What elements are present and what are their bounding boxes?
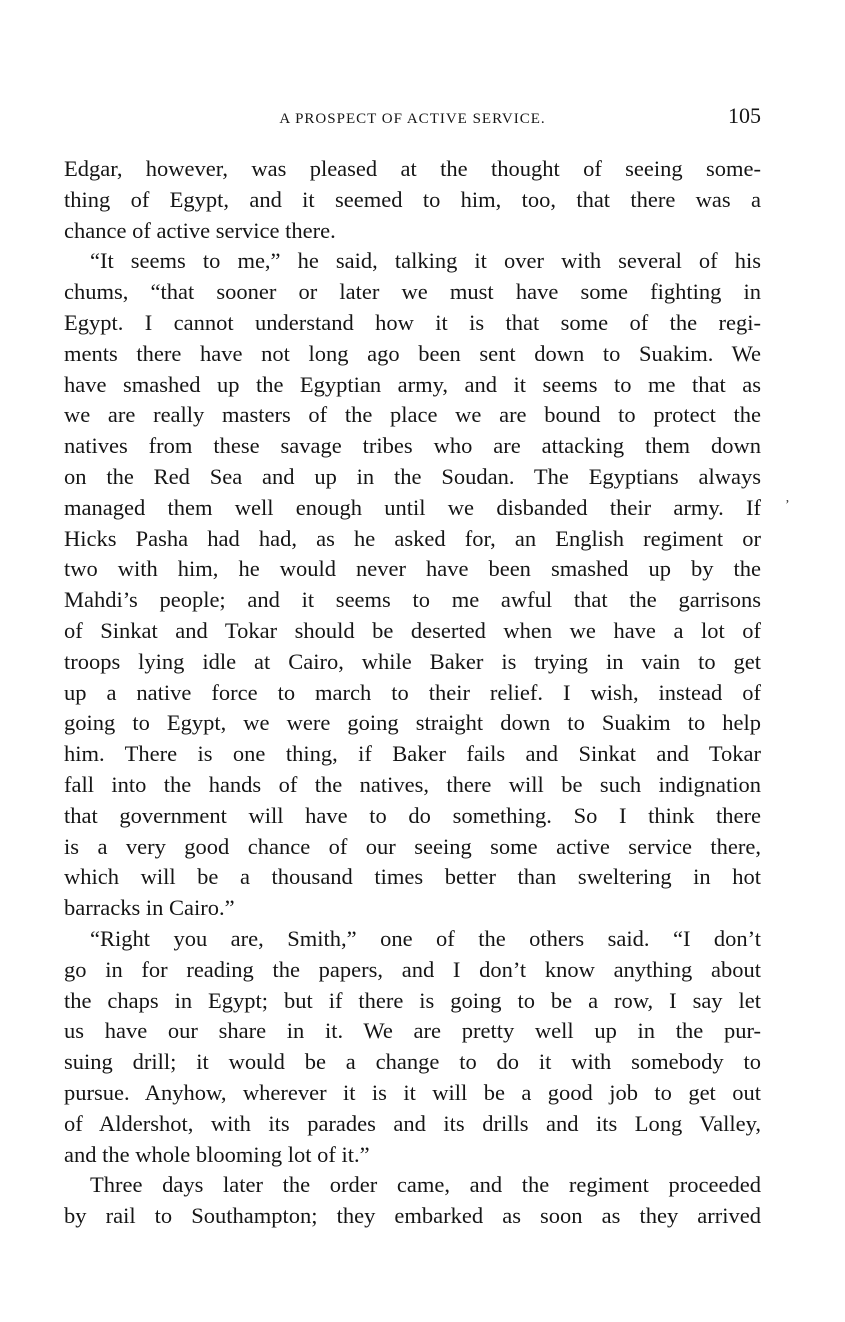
page-number: 105 <box>728 103 761 128</box>
text-line: Edgar, however, was pleased at the thought of seeing some- <box>64 156 761 181</box>
text-line: us have our share in it. We are pretty well up in the pur- <box>64 1018 761 1044</box>
text-line: going to Egypt, we were going straight down to Suakim to help <box>64 710 761 736</box>
book-page <box>64 0 761 1322</box>
running-title: A PROSPECT OF ACTIVE SERVICE. <box>279 111 546 127</box>
text-line: Mahdi’s people; and it seems to me awful that the garrisons <box>64 587 761 613</box>
text-line: Hicks Pasha had had, as he asked for, an English regiment or <box>64 525 761 551</box>
text-line: chums, “that sooner or later we must have some fighting in <box>64 279 761 305</box>
body-text <box>64 154 761 1232</box>
text-line: the chaps in Egypt; but if there is going to be a row, I say let <box>64 987 761 1013</box>
text-line: natives from these savage tribes who are attacking them down <box>64 433 761 459</box>
text-line: Egypt. I cannot understand how it is that some of the regi- <box>64 309 761 335</box>
margin-mark: ’ <box>785 498 790 513</box>
text-line: two with him, he would never have been smashed up by the <box>64 556 761 582</box>
text-line: Three days later the order came, and the regiment proceeded <box>90 1172 761 1198</box>
text-line: “It seems to me,” he said, talking it over with several of his <box>90 248 761 274</box>
text-line: that government will have to do something. So I think there <box>64 802 761 828</box>
text-line: up a native force to march to their relief. I wish, instead of <box>64 679 761 705</box>
text-line: barracks in Cairo.” <box>64 895 235 921</box>
text-line: suing drill; it would be a change to do it with somebody to <box>64 1049 761 1075</box>
page-header <box>64 103 761 137</box>
text-line: and the whole blooming lot of it.” <box>64 1141 370 1167</box>
text-line: “Right you are, Smith,” one of the others said. “I don’t <box>90 925 761 951</box>
text-line: him. There is one thing, if Baker fails and Sinkat and Tokar <box>64 741 761 767</box>
text-line: thing of Egypt, and it seemed to him, too, that there was a <box>64 186 761 212</box>
text-line: fall into the hands of the natives, there will be such indignation <box>64 771 761 797</box>
text-line: is a very good chance of our seeing some active service there, <box>64 833 761 859</box>
text-line: ments there have not long ago been sent down to Suakim. We <box>64 340 761 366</box>
text-line: have smashed up the Egyptian army, and it seems to me that as <box>64 371 761 397</box>
text-line: pursue. Anyhow, wherever it is it will be a good job to get out <box>64 1079 761 1105</box>
text-line: by rail to Southampton; they embarked as soon as they arrived <box>64 1203 761 1229</box>
text-line: on the Red Sea and up in the Soudan. The Egyptians always <box>64 463 761 489</box>
text-line: managed them well enough until we disbanded their army. If <box>64 494 761 520</box>
text-line: which will be a thousand times better than sweltering in hot <box>64 864 761 890</box>
text-line: of Aldershot, with its parades and its drills and its Long Valley, <box>64 1110 761 1136</box>
text-line: of Sinkat and Tokar should be deserted when we have a lot of <box>64 617 761 643</box>
text-line: chance of active service there. <box>64 217 336 243</box>
text-line: troops lying idle at Cairo, while Baker is trying in vain to get <box>64 648 761 674</box>
text-line: we are really masters of the place we are bound to protect the <box>64 402 761 428</box>
text-line: go in for reading the papers, and I don’t know anything about <box>64 956 761 982</box>
